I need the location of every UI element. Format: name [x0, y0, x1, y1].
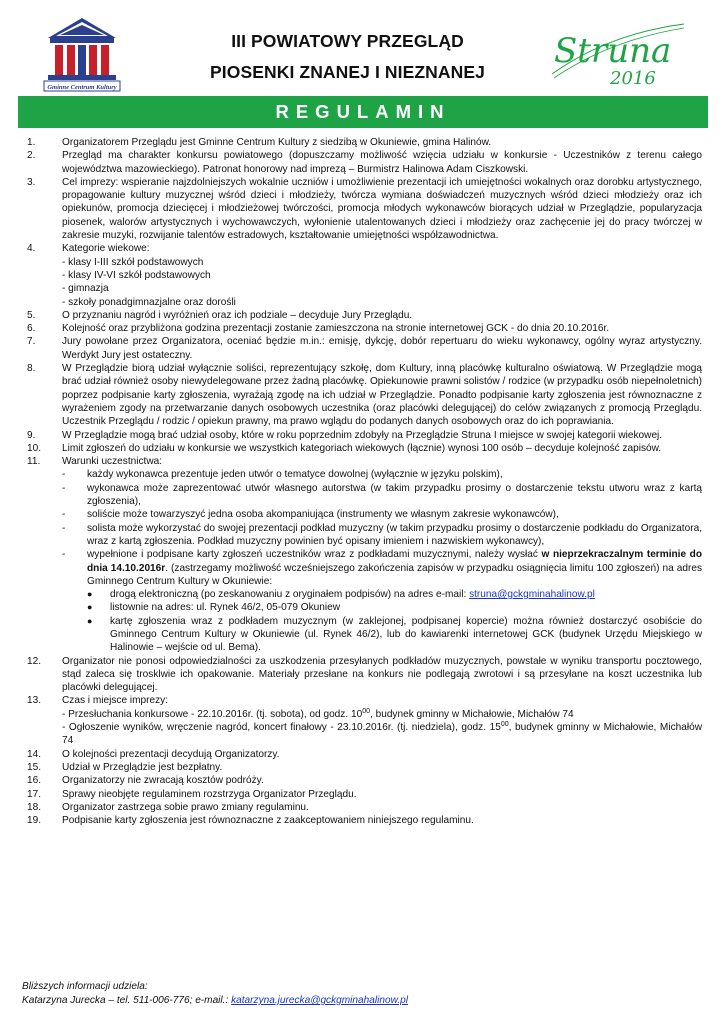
rule-item: 3. Cel imprezy: wspieranie najzdolniejszych wokalnie uczniów i umożliwienie prezentacji ich umiejętności wokalnych oraz dorobku artystycznego, propagowanie kultury muzycznej wśród dzieci i młodzieży, twórcza wymiana doświadczeń muzycznych wśród dzieci młodzieży oraz ich opiekunów, promocja dziecięcej i młodzieżowej twórczości, promocja młodych wykonawców biorących udział w Przeglądzie, popularyzacja piosenek, walorów artystycznych i wychowawczych, wyłonienie utalentowanych dzieci i młodzieży oraz zachęcenie jej do pracy twórczej w zakresie muzyki, rozwijanie talentów estradowych, kształtowanie umiejętności współzawodnictwa. [27, 176, 702, 242]
rule-item: 19. Podpisanie karty zgłoszenia jest równoznaczne z zaakceptowaniem niniejszego regulaminu. [27, 815, 474, 827]
bullet-icon: ● [87, 615, 93, 626]
rule-item: 13. Czas i miejsce imprezy: - Przesłuchania konkursowe - 22.10.2016r. (tj. sobota), od godz. $10^{00}$, budynek gminny w Michałowie, Michałów 74 - Ogłoszenie wyników, wręczenie nagród, koncert finałowy - 23.10.2016r. (tj. niedziela), godz. $15^{00}$, budynek gminny w Michałowie, Michałów 74 [27, 695, 702, 747]
rule-item: 1. Organizatorem Przeglądu jest Gminne Centrum Kultury z siedzibą w Okuniewie, gmina Halinów. [27, 137, 492, 148]
struna-email-link[interactable]: struna@gckgminahalinow.pl [469, 589, 595, 601]
rule-item: 10. Limit zgłoszeń do udziału w konkursie we wszystkich kategoriach wiekowych (łącznie) wynosi 100 osób – decyduje kolejność zapisów. [27, 442, 662, 454]
title-line-1: III POWIATOWY PRZEGLĄD [231, 31, 464, 51]
rule-item: 18. Organizator zastrzega sobie prawo zmiany regulaminu. [27, 801, 309, 813]
condition-item: - wykonawca może zaprezentować utwór własnego autorstwa (w takim przypadku prosimy o dostarczenie tekstu utworu wraz z kartą zgłoszenia), [62, 482, 702, 508]
rule-item: 5. O przyznaniu nagród i wyróżnień oraz ich podziale – decyduje Jury Przeglądu. [27, 309, 413, 321]
delivery-option: ● drogą elektroniczną (po zeskanowaniu z oryginałem podpisów) na adres e-mail: struna@gckgminahalinow.pl [87, 589, 595, 601]
rule-item: 12. Organizator nie ponosi odpowiedzialności za uszkodzenia przesyłanych podkładów muzycznych, powstałe w wyniku transportu pocztowego, stąd zaleca się trosklwie ich opakowanie. Materiały przesłane na konkurs nie podlegają zwrotowi i są przesyłane na koszt uczestnika lub placówki delegującej. [27, 655, 702, 694]
condition-item: - solista może wykorzystać do swojej prezentacji podkład muzyczny (w takim przypadku prosimy o dostarczenie podkładu do Organizatora, wraz z kartą zgłoszenia. Podkład muzyczny powinien być opisany imieniem i nazwiskiem wykonawcy), [62, 522, 702, 547]
age-category: - gimnazja [62, 283, 109, 295]
contact-heading: Bliższych informacji udziela: [22, 981, 148, 992]
bullet-icon: ● [87, 589, 93, 600]
struna-word: Struna [554, 31, 672, 71]
rule-item: 17. Sprawy nieobjęte regulaminem rozstrzyga Organizator Przeglądu. [27, 788, 357, 800]
logo-caption: Gminne Centrum Kultury [47, 84, 117, 91]
title-line-2: PIOSENKI ZNANEJ I NIEZNANEJ [210, 62, 485, 82]
condition-item: - każdy wykonawca prezentuje jeden utwór o tematyce dowolnej (wyłącznie w języku polskim), [62, 469, 503, 481]
condition-item: - wypełnione i podpisane karty zgłoszeń uczestników wraz z podkładami muzycznymi, należy wysłać w nieprzekraczalnym terminie do dnia 14.10.2016r. (zastrzegamy możliwość wcześniejszego zakończenia zapisów w przypadku osiągnięcia limitu 100 zgłoszeń) na adres Gminnego Centrum Kultury w Okuniewie: [62, 549, 703, 587]
age-category: - klasy I-III szkół podstawowych [62, 256, 204, 268]
rule-item: 8. W Przeglądzie biorą udział wyłącznie soliści, reprezentujący szkołę, dom Kultury, inną placówkę kulturalno oświatową. W Przeglądzie mogą brać udział również osoby niewydelegowane przez żadną placówkę. Opiekunowie prawni solistów / rodzice (w przypadku osób niepełnoletnich) poprzez podpisanie karty zgłoszenia, wyrażają zgodę na ich udział w Przeglądzie. Ponadto podpisanie karty zgłoszenia jest równoznaczne z wyrażeniem zgody na przetwarzanie danych osobowych uczestnika (oraz placówki delegującej) do celów związanych z promocją Przeglądu. Uczestnik Przeglądu / rodzic / opiekun prawny, ma prawo wglądu do podanych danych osobowych oraz do ich poprawiania. [27, 363, 702, 428]
age-category: - klasy IV-VI szkół podstawowych [62, 269, 211, 281]
banner-text: REGULAMIN [275, 101, 451, 122]
schedule-line: - Ogłoszenie wyników, wręczenie nagród, koncert finałowy - 23.10.2016r. (tj. niedziela), godz. $15^{00}$, budynek gminny w Michałowie, Michałów 74 [62, 721, 702, 747]
document-title [150, 26, 545, 88]
contact-footer [22, 980, 702, 1008]
rule-item: 9. W Przeglądzie mogą brać udział osoby, które w roku poprzednim zdobyły na Przeglądzie Struna I miejsce w swojej kategorii wiekowej. [27, 429, 663, 441]
rule-item: 4. Kategorie wiekowe: - klasy I-III szkół podstawowych - klasy IV-VI szkół podstawowych - gimnazja - szkoły ponadgimnazjalne oraz dorośli [27, 242, 702, 308]
condition-item: - soliście może towarzyszyć jedna osoba akompaniująca (instrumenty we własnym zakresie wykonawców), [62, 509, 559, 521]
bullet-icon: ● [87, 602, 93, 613]
deadline-text: w nieprzekraczalnym terminie do dnia 14.10.2016r [87, 549, 702, 574]
rule-item: 11. Warunki uczestnictwa: - każdy wykonawca prezentuje jeden utwór o tematyce dowolnej (wyłącznie w języku polskim), - wykonawca może zaprezentować utwór własnego autorstwa (w takim przypadku prosimy o dostarczenie tekstu utworu wraz z kartą zgłoszenia), - soliście może towarzyszyć jedna osoba akompaniująca (instrumenty we własnym zakresie wykonawców), - solista może wykorzystać do swojej prezentacji podkład muzyczny (w takim przypadku prosimy o dostarczenie podkładu do Organizatora, wraz z kartą zgłoszenia. Podkład muzyczny powinien być opisany imieniem i nazwiskiem wykonawcy), - wypełnione i podpisane karty zgłoszeń uczestników wraz z podkładami muzycznymi, należy wysłać w nieprzekraczalnym terminie do dnia 14.10.2016r. (zastrzegamy możliwość wcześniejszego zakończenia zapisów w przypadku osiągnięcia limitu 100 zgłoszeń) na adres Gminnego Centrum Kultury w Okuniewie: ● drogą elektroniczną (po zeskanowaniu z oryginałem podpisów) na adres e-mail: struna@gckgminahalinow.pl ● listownie na adres: ul. Rynek 46/2, 05-079 Okuniew ● kartę zgłoszenia wraz z podkładem muzycznym (w zaklejonej, podpisanej kopercie) można również dostarczyć osobiście do Gminnego Centrum Kultury w Okuniewie (ul. Rynek 46/2), lub do kawiarenki internetowej GCK (budynek Urzędu Miejskiego w Halinowie – wejście od ul. Bema). [27, 456, 703, 654]
rule-item: 7. Jury powołane przez Organizatora, oceniać będzie m.in.: emisję, dykcję, dobór repertuaru do wieku wykonawcy, ogólny wyraz artystyczny. Werdykt Jury jest ostateczny. [27, 336, 702, 361]
contact-email-link[interactable]: katarzyna.jurecka@gckgminahalinow.pl [231, 995, 408, 1006]
rules-list [27, 136, 702, 827]
regulamin-banner [18, 96, 708, 128]
contact-line: Katarzyna Jurecka – tel. 511-006-776; e-mail.: katarzyna.jurecka@gckgminahalinow.pl [22, 995, 408, 1006]
schedule-line: - Przesłuchania konkursowe - 22.10.2016r. (tj. sobota), od godz. $10^{00}$, budynek gminny w Michałowie, Michałów 74 [62, 707, 574, 720]
rule-item: 14. O kolejności prezentacji decydują Organizatorzy. [27, 748, 280, 760]
delivery-option: ● kartę zgłoszenia wraz z podkładem muzycznym (w zaklejonej, podpisanej kopercie) można również dostarczyć osobiście do Gminnego Centrum Kultury w Okuniewie (ul. Rynek 46/2), lub do kawiarenki internetowej GCK (budynek Urzędu Miejskiego w Halinowie – wejście od ul. Bema). [87, 615, 702, 654]
gck-logo-icon [42, 14, 122, 96]
rule-item: 16. Organizatorzy nie zwracają kosztów podróży. [27, 775, 264, 787]
age-category: - szkoły ponadgimnazjalne oraz dorośli [62, 296, 236, 308]
rule-item: 6. Kolejność oraz przybliżona godzina prezentacji zostanie zamieszczona na stronie internetowej GCK - do dnia 20.10.2016r. [27, 323, 610, 335]
struna-year: 2016 [610, 68, 656, 89]
rule-item: 2. Przegląd ma charakter konkursu powiatowego (dopuszczamy możliwość wzięcia udziału w konkursie - Uczestników z terenu całego województwa mazowieckiego). Patronat honorowy nad imprezą – Burmistrz Halinowa Adam Ciszkowski. [27, 150, 702, 175]
document-header [0, 0, 725, 95]
delivery-option: ● listownie na adres: ul. Rynek 46/2, 05-079 Okuniew [87, 602, 341, 614]
rule-item: 15. Udział w Przeglądzie jest bezpłatny. [27, 761, 223, 773]
struna-logo-icon [548, 14, 688, 94]
